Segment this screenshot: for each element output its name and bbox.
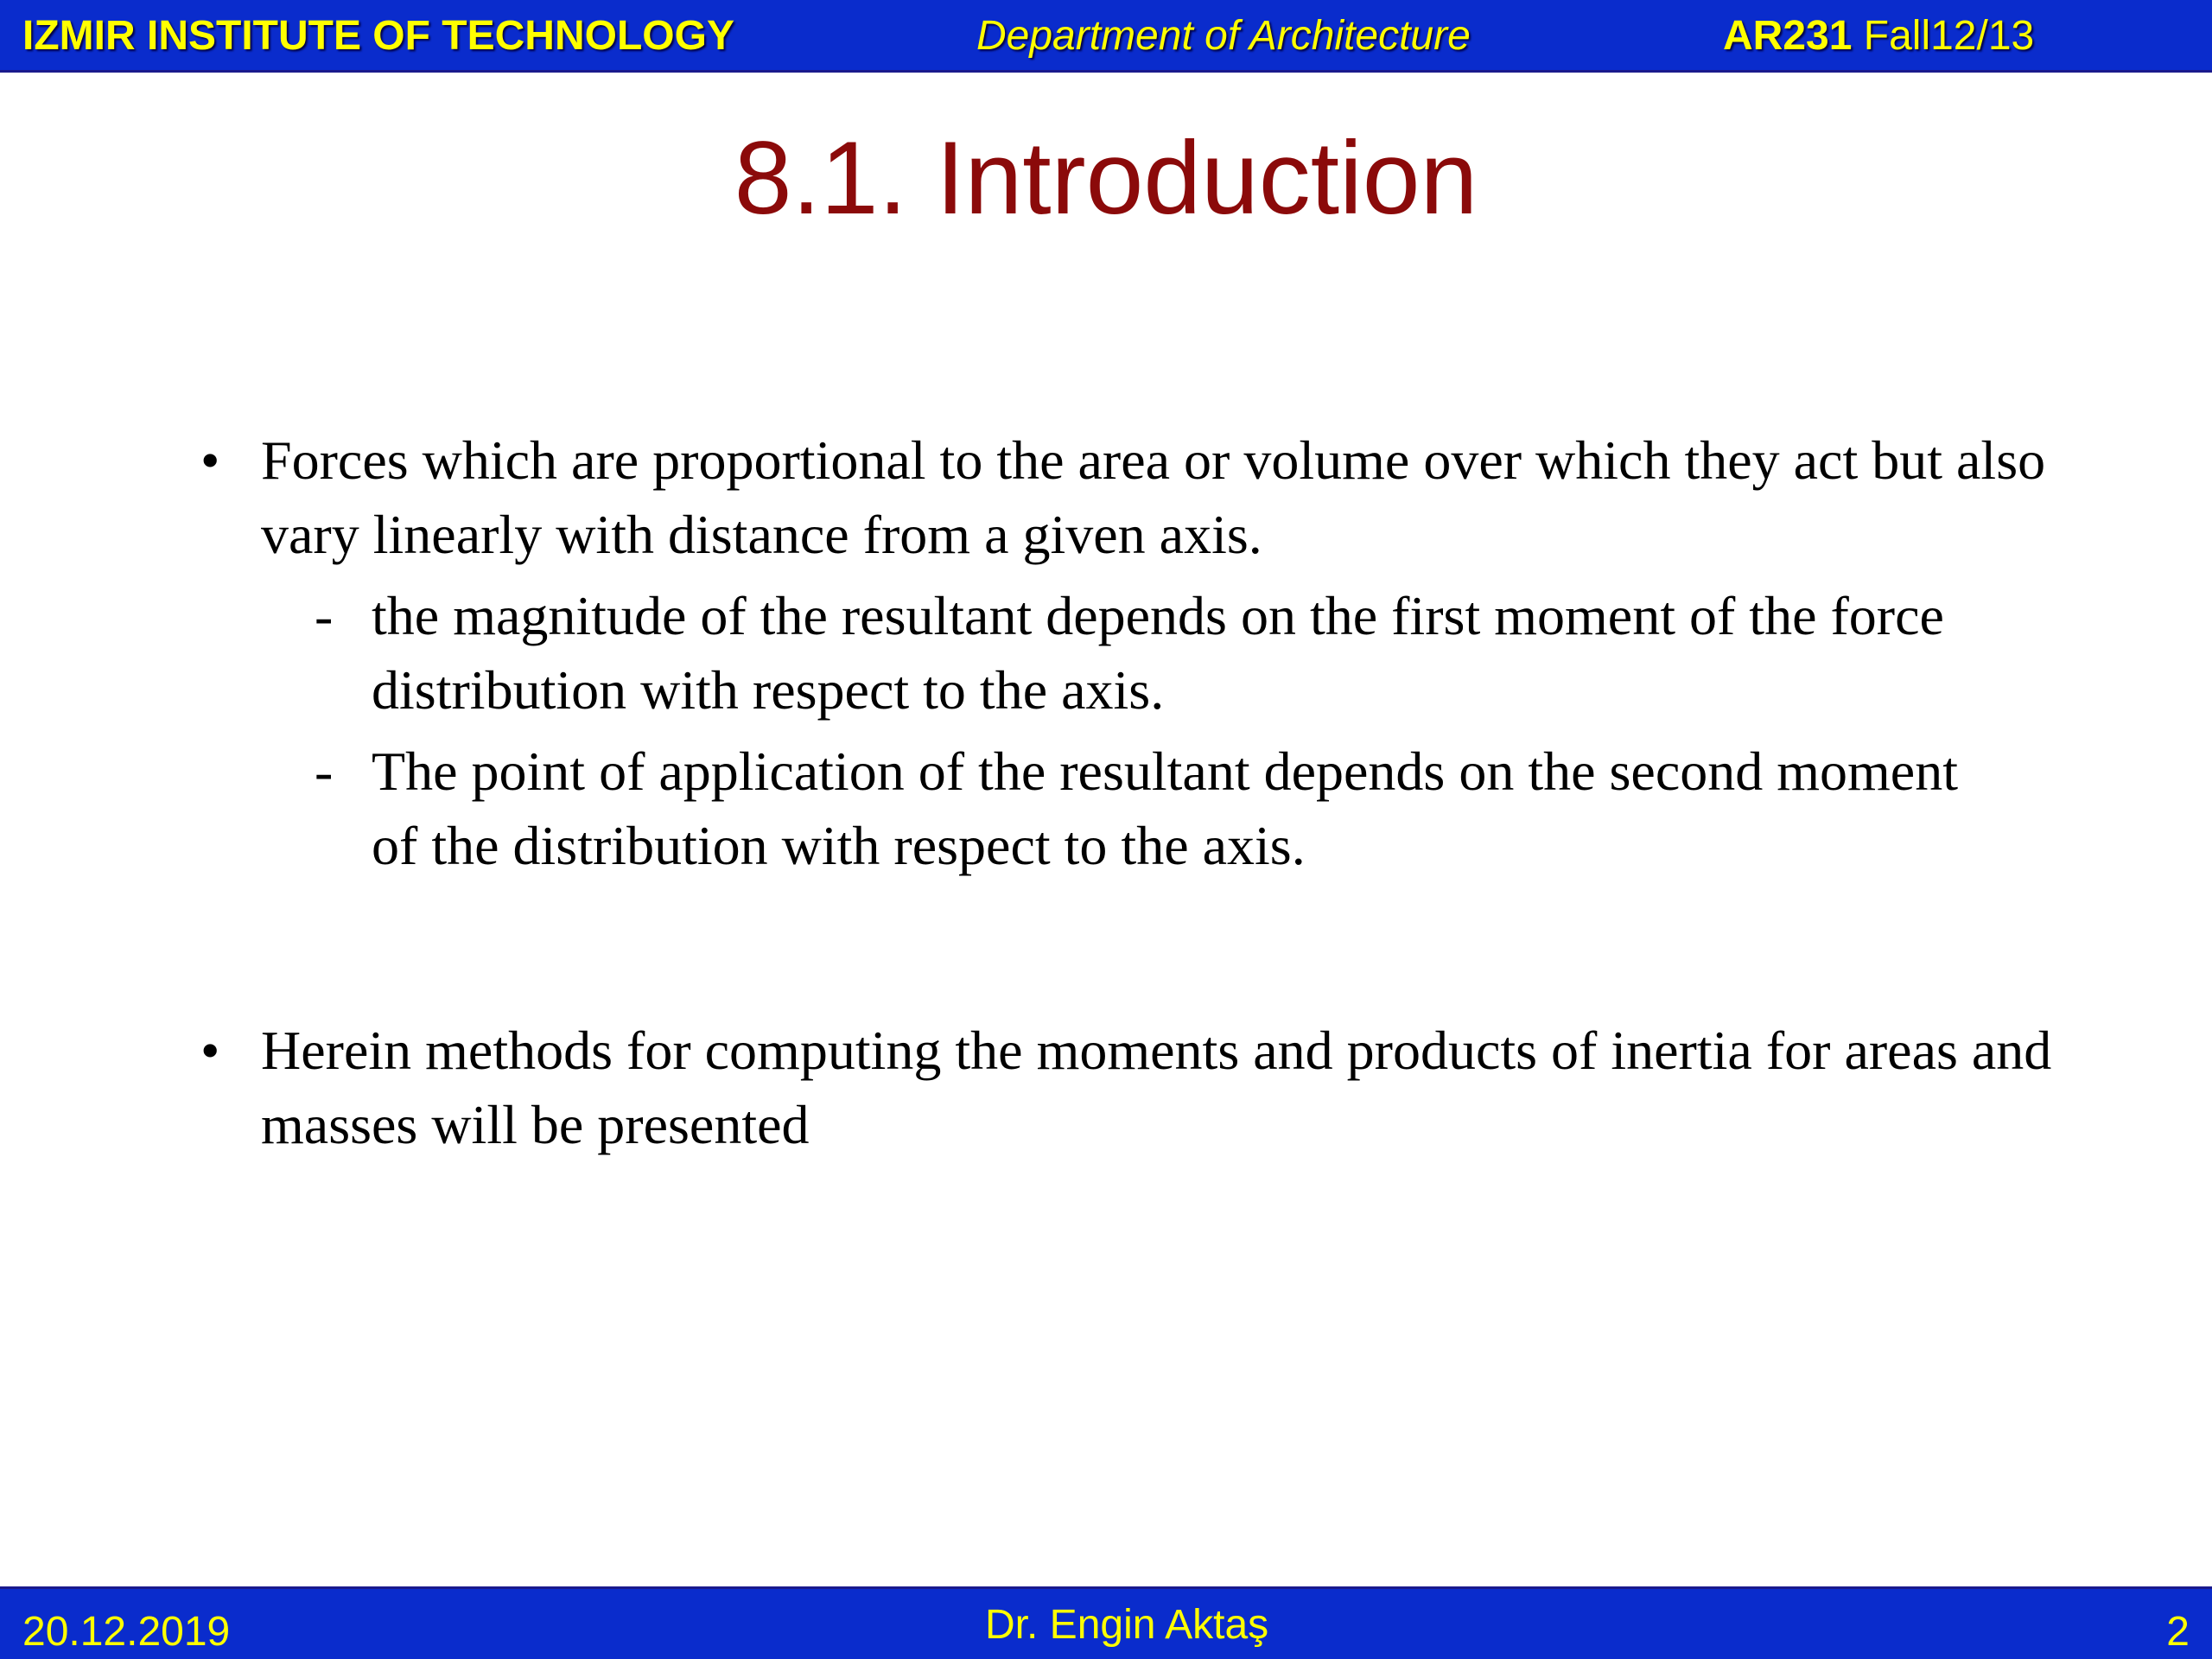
- slide-title: 8.1. Introduction: [734, 120, 1478, 236]
- bullet-marker: •: [200, 429, 220, 491]
- footer-author: Dr. Engin Aktaş: [985, 1602, 1269, 1648]
- course-term: Fall12/13: [1863, 13, 2035, 59]
- sub-bullet-marker: -: [315, 741, 334, 802]
- department-name: Department of Architecture: [976, 13, 1471, 59]
- sub-bullet-text: The point of application of the resultant depends on the second moment of the distribution with respect to the axis.: [372, 741, 1958, 876]
- course-code: AR231: [1723, 13, 1853, 59]
- sub-bullet-text: the magnitude of the resultant depends on the first moment of the force distribution with respect to the axis.: [372, 585, 1944, 721]
- sub-bullet-marker: -: [315, 585, 334, 646]
- header-bar: [0, 0, 2212, 73]
- page-number: 2: [2166, 1609, 2190, 1655]
- bullet-text: Herein methods for computing the moments and products of inertia for areas and masses will be presented: [261, 1020, 2052, 1155]
- bullet-text: Forces which are proportional to the area or volume over which they act but also vary linearly with distance from a given axis.: [261, 429, 2046, 565]
- institute-name: IZMIR INSTITUTE OF TECHNOLOGY: [22, 13, 734, 59]
- course-info: [1723, 10, 2034, 62]
- footer-date: 20.12.2019: [22, 1609, 231, 1655]
- bullet-marker: •: [200, 1020, 220, 1081]
- footer-bar: [0, 1586, 2212, 1659]
